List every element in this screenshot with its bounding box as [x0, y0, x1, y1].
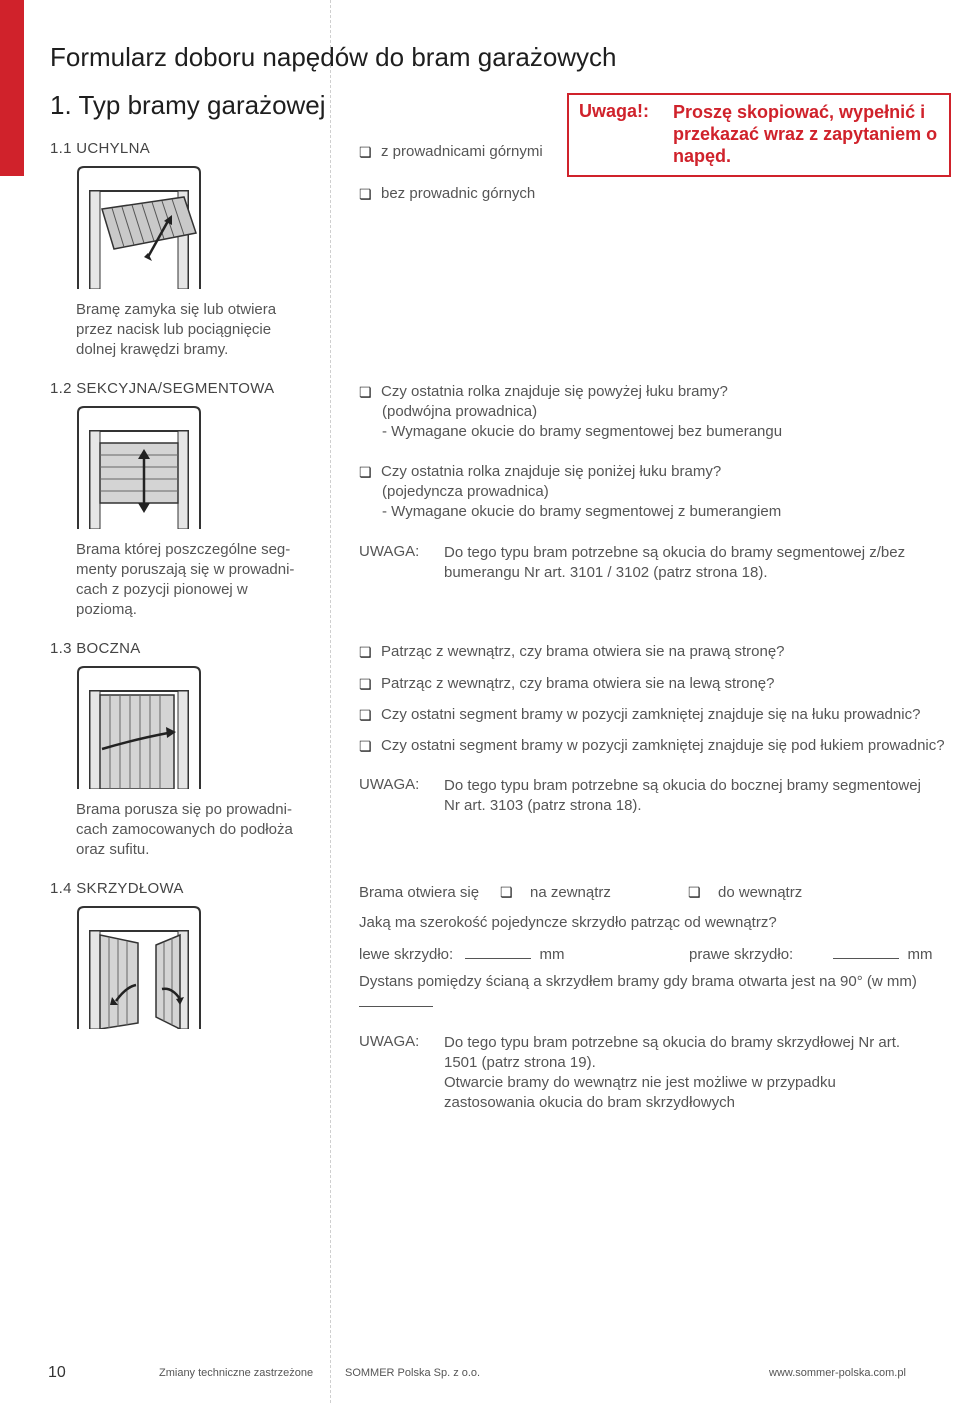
unit-label: mm [539, 946, 565, 963]
option-note: - Wymagane okucie do bramy segmentowej bez bumerangu [382, 423, 783, 440]
option-with-top-rails[interactable] [359, 142, 543, 162]
option-roller-above-arc[interactable] [359, 382, 728, 402]
section-description-uchylna: Bramę zamyka się lub otwiera przez nacisk lub pociągnięcie dolnej krawędzi bramy. [76, 301, 277, 358]
right-wing-blank[interactable] [833, 944, 899, 959]
wall-distance-blank[interactable] [359, 994, 433, 1007]
warning-text: Do tego typu bram potrzebne są okucia do bramy skrzydłowej Nr art. 1501 (patrz strona 19). [444, 1034, 901, 1071]
option-label: do wewnątrz [718, 884, 803, 901]
checkbox-icon[interactable]: ❏ [359, 707, 372, 723]
section-description-sekcyjna: Brama której poszczególne seg-menty poruszają się w prowadni-cach z pozycji pionowej w poziomą. [76, 541, 295, 618]
option-opens-left[interactable] [359, 674, 775, 694]
left-wing-blank[interactable] [465, 944, 531, 959]
unit-label: mm [907, 946, 933, 963]
section-heading-skrzydlowa: 1.4 SKRZYDŁOWA [50, 880, 184, 897]
opening-direction-row [359, 884, 479, 901]
section-description-boczna: Brama porusza się po prowadni-cach zamocowanych do podłoża oraz sufitu. [76, 801, 293, 858]
note-text: Proszę skopiować, wypełnić i przekazać wraz z zapytaniem o napęd. [673, 102, 938, 166]
option-opens-right[interactable] [359, 642, 785, 662]
wall-distance-question: Dystans pomiędzy ścianą a skrzydłem bramy gdy brama otwarta jest na 90° (w mm) [359, 973, 917, 990]
checkbox-icon[interactable]: ❏ [359, 738, 372, 754]
page-number: 10 [48, 1364, 66, 1381]
footer-company: SOMMER Polska Sp. z o.o. [345, 1367, 481, 1379]
option-opens-in[interactable] [688, 884, 802, 901]
checkbox-icon[interactable]: ❏ [359, 384, 372, 400]
warning-label: UWAGA: [359, 1033, 420, 1050]
column-guide [330, 0, 331, 1403]
wing-width-question: Jaką ma szerokość pojedyncze skrzydło patrząc od wewnątrz? [359, 914, 777, 931]
left-wing-label: lewe skrzydło: [359, 946, 454, 963]
option-opens-out[interactable] [500, 884, 611, 901]
swing-door-icon [76, 905, 202, 1029]
option-label: Czy ostatni segment bramy w pozycji zamkniętej znajduje się na łuku prowadnic? [381, 706, 921, 723]
footer-website-link[interactable]: www.sommer-polska.com.pl [769, 1367, 906, 1379]
warning-text-2: Otwarcie bramy do wewnątrz nie jest możliwe w przypadku zastosowania okucia do bram skrzydłowych [444, 1074, 836, 1111]
checkbox-icon[interactable]: ❏ [688, 884, 701, 900]
checkbox-icon[interactable]: ❏ [359, 186, 372, 202]
warning-label: UWAGA: [359, 776, 420, 793]
option-label: Czy ostatnia rolka znajduje się powyżej łuku bramy? [381, 383, 728, 400]
option-roller-below-arc[interactable] [359, 462, 721, 482]
warning-label: UWAGA: [359, 543, 420, 560]
option-label: na zewnątrz [530, 884, 611, 901]
page-title: Formularz doboru napędów do bram garażowych [50, 42, 617, 72]
right-wing-label: prawe skrzydło: [689, 946, 794, 963]
option-note: - Wymagane okucie do bramy segmentowej z bumerangiem [382, 503, 782, 520]
opening-direction-label: Brama otwiera się [359, 884, 480, 901]
option-label: Patrząc z wewnątrz, czy brama otwiera sie na prawą stronę? [381, 643, 785, 660]
checkbox-icon[interactable]: ❏ [359, 644, 372, 660]
option-without-top-rails[interactable] [359, 184, 535, 204]
sectional-door-icon [76, 405, 202, 529]
option-segment-under-arc[interactable] [359, 736, 945, 756]
right-wing-field[interactable] [689, 944, 933, 963]
left-wing-field[interactable] [359, 944, 565, 963]
option-segment-on-arc[interactable] [359, 705, 920, 725]
section-heading-uchylna: 1.1 UCHYLNA [50, 140, 151, 157]
checkbox-icon[interactable]: ❏ [359, 464, 372, 480]
option-label: z prowadnicami górnymi [381, 143, 543, 160]
section-title: 1. Typ bramy garażowej [50, 90, 326, 120]
option-note: (pojedyncza prowadnica) [382, 483, 549, 500]
option-note: (podwójna prowadnica) [382, 403, 538, 420]
section-heading-boczna: 1.3 BOCZNA [50, 640, 141, 657]
checkbox-icon[interactable]: ❏ [359, 144, 372, 160]
warning-text: Do tego typu bram potrzebne są okucia do bramy segmentowej z/bez bumerangu Nr art. 3101 / 3102 (patrz strona 18). [444, 544, 906, 581]
option-label: bez prowadnic górnych [381, 185, 536, 202]
option-label: Czy ostatni segment bramy w pozycji zamkniętej znajduje się pod łukiem prowadnic? [381, 737, 945, 754]
checkbox-icon[interactable]: ❏ [359, 676, 372, 692]
section-heading-sekcyjna: 1.2 SEKCYJNA/SEGMENTOWA [50, 380, 275, 397]
footer-disclaimer: Zmiany techniczne zastrzeżone [159, 1367, 314, 1379]
side-sectional-door-icon [76, 665, 202, 789]
option-label: Patrząc z wewnątrz, czy brama otwiera sie na lewą stronę? [381, 675, 775, 692]
checkbox-icon[interactable]: ❏ [500, 884, 513, 900]
note-label: Uwaga!: [579, 101, 650, 121]
warning-text: Do tego typu bram potrzebne są okucia do bocznej bramy segmentowej Nr art. 3103 (patrz strona 18). [444, 777, 921, 814]
option-label: Czy ostatnia rolka znajduje się poniżej łuku bramy? [381, 463, 722, 480]
red-accent-bar [0, 0, 24, 176]
note-box [567, 93, 951, 177]
tilt-door-icon [76, 165, 202, 289]
